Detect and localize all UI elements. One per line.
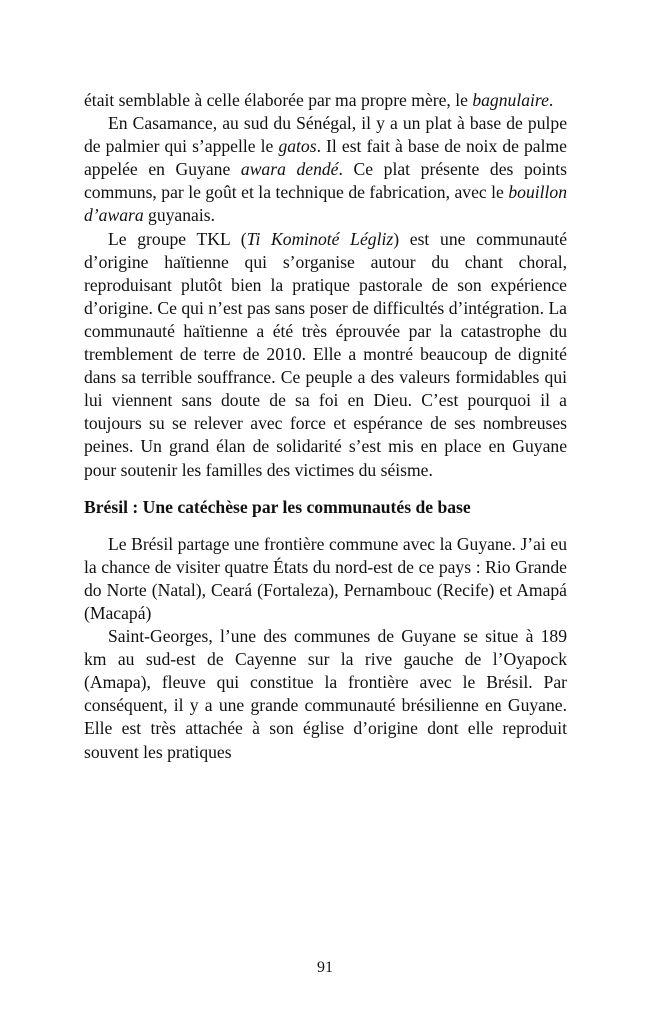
- italic-term: gatos: [278, 136, 317, 157]
- italic-term: bouillon d’awara: [84, 182, 567, 226]
- text: était semblable à celle élaborée par ma propre mère, le: [84, 90, 473, 110]
- text: .: [548, 90, 554, 110]
- text: . Ce plat présente des points communs, par le goût et la technique de fabrication, avec le: [84, 159, 567, 203]
- page-number: 91: [317, 959, 333, 976]
- text: En Casamance, au sud du Sénégal, il y a un plat à base de pulpe de palmier qui s’appelle le: [84, 113, 567, 157]
- italic-term: Ti Kominoté Légliz: [246, 228, 394, 249]
- paragraph-casamance: [84, 112, 567, 227]
- text: Le groupe TKL (: [108, 228, 247, 249]
- italic-term: bagnulaire: [472, 90, 549, 110]
- page-body: [84, 89, 567, 764]
- text: ) est une communauté d’origine haïtienne qui s’organise autour du chant choral, reproduisant plutôt bien la pratique pastorale de son expérience d’origine. Ce qui n’est pas sans poser de difficultés d’intégration. La communauté haïtienne a été très éprouvée par la catastrophe du tremblement de terre de 2010. Elle a montré beaucoup de dignité dans sa terrible souffrance. Ce peuple a des valeurs formidables qui lui viennent sans doute de sa foi en Dieu. C’est pourquoi il a toujours su se relever avec force et espérance de ses nombreuses peines. Un grand élan de solidarité s’est mis en place en Guyane pour soutenir les familles des victimes du séisme.: [84, 228, 568, 480]
- paragraph-bresil: Le Brésil partage une frontière commune avec la Guyane. J’ai eu la chance de visiter quatre États du nord-est de ce pays : Rio Grande do Norte (Natal), Ceará (Fortaleza), Pernambouc (Recife) et Amapá (Macapá): [84, 533, 567, 623]
- paragraph-tkl: [84, 228, 567, 482]
- paragraph-saint-georges: Saint-Georges, l’une des communes de Guyane se situe à 189 km au sud-est de Cayenne sur la rive gauche de l’Oyapock (Amapa), fleuve qui constitue la frontière avec le Brésil. Par conséquent, il y a une grande communauté brésilienne en Guyane. Elle est très attachée à son église d’origine dont elle reproduit souvent les pratiques: [84, 626, 567, 762]
- italic-term: awara dendé: [240, 159, 339, 180]
- section-heading: Brésil : Une catéchèse par les communautés de base: [84, 496, 471, 517]
- text: guyanais.: [143, 205, 215, 226]
- text: . Il est fait à base de noix de palme appelée en Guyane: [84, 136, 567, 180]
- paragraph-continuation: [84, 89, 567, 112]
